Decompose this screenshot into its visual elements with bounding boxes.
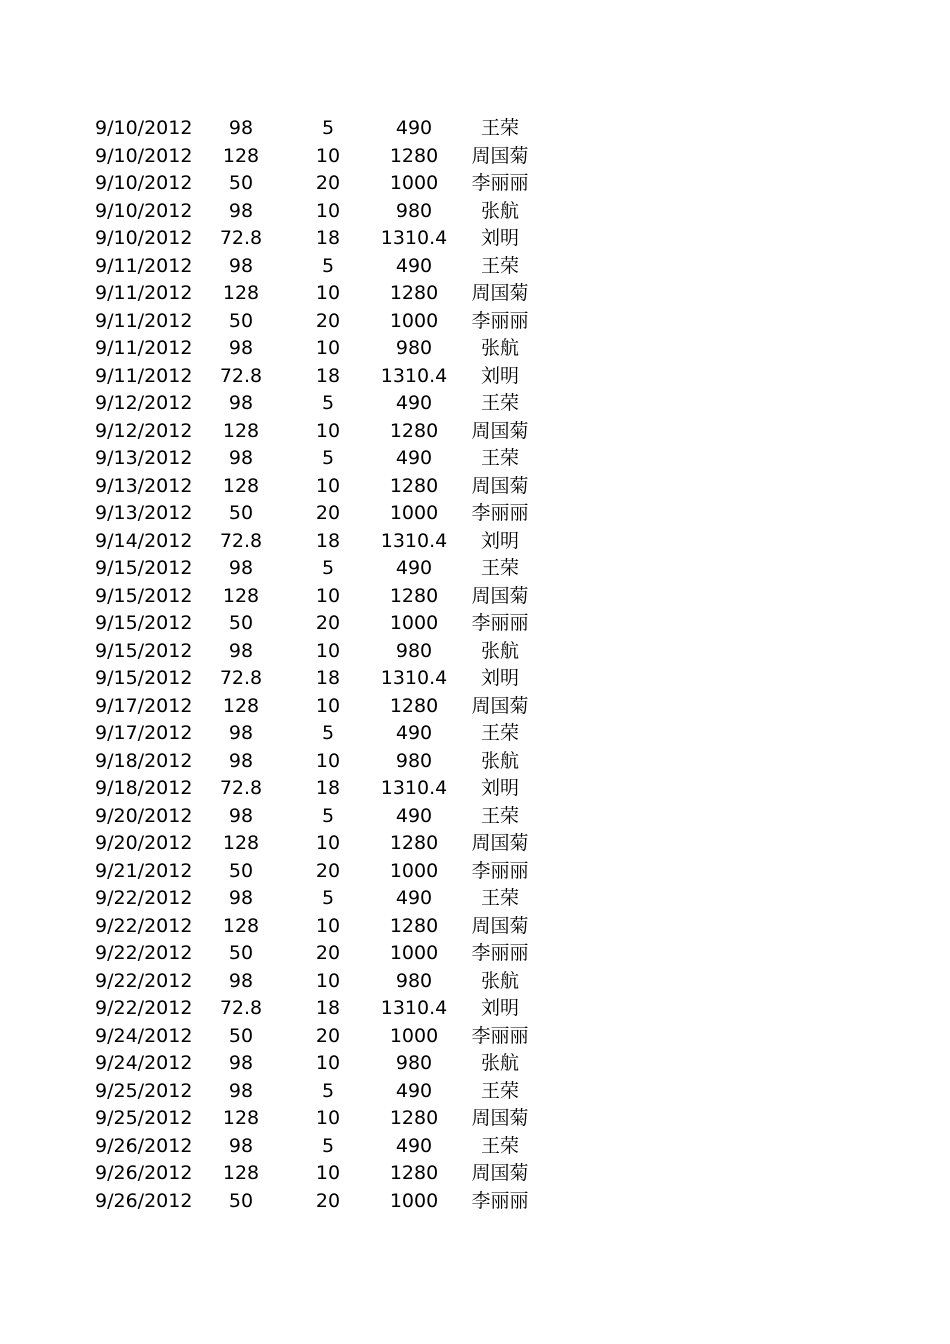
price-cell: 128 bbox=[222, 1107, 260, 1129]
price-cell: 98 bbox=[228, 337, 254, 359]
date-cell: 9/10/2012 bbox=[95, 227, 193, 249]
date-cell: 9/15/2012 bbox=[95, 584, 193, 607]
quantity-cell: 10 bbox=[315, 419, 341, 442]
name-cell: 王荣 bbox=[480, 722, 519, 744]
price-cell: 98 bbox=[228, 639, 254, 662]
name-cell: 周国菊 bbox=[471, 914, 529, 937]
price-cell: 98 bbox=[228, 392, 254, 414]
name-cell: 王荣 bbox=[480, 804, 519, 827]
price-cell: 128 bbox=[222, 914, 260, 937]
total-cell: 980 bbox=[395, 199, 433, 222]
name-cell: 张航 bbox=[480, 199, 519, 222]
date-cell: 9/10/2012 bbox=[95, 144, 193, 167]
total-cell: 490 bbox=[395, 722, 433, 744]
quantity-cell: 10 bbox=[315, 694, 341, 717]
quantity-cell: 10 bbox=[315, 199, 341, 222]
quantity-cell: 5 bbox=[321, 887, 335, 909]
total-cell: 1280 bbox=[389, 282, 439, 304]
total-cell: 980 bbox=[395, 1052, 433, 1074]
total-cell: 1280 bbox=[389, 1107, 439, 1129]
name-cell: 刘明 bbox=[480, 997, 519, 1019]
name-cell: 周国菊 bbox=[471, 419, 529, 442]
table-row bbox=[0, 693, 950, 721]
date-cell: 9/17/2012 bbox=[95, 722, 193, 744]
price-cell: 128 bbox=[222, 694, 260, 717]
name-cell: 李丽丽 bbox=[471, 502, 529, 524]
date-cell: 9/15/2012 bbox=[95, 557, 193, 579]
date-cell: 9/10/2012 bbox=[95, 172, 193, 194]
table-row bbox=[0, 500, 950, 528]
table-row bbox=[0, 940, 950, 968]
date-cell: 9/10/2012 bbox=[95, 117, 193, 139]
name-cell: 李丽丽 bbox=[471, 942, 529, 964]
name-cell: 王荣 bbox=[480, 887, 519, 909]
total-cell: 1000 bbox=[389, 172, 439, 194]
name-cell: 周国菊 bbox=[471, 144, 529, 167]
name-cell: 周国菊 bbox=[471, 282, 529, 304]
name-cell: 王荣 bbox=[480, 1134, 519, 1157]
total-cell: 1280 bbox=[389, 832, 439, 854]
date-cell: 9/24/2012 bbox=[95, 1052, 193, 1074]
quantity-cell: 20 bbox=[315, 942, 341, 964]
quantity-cell: 10 bbox=[315, 144, 341, 167]
date-cell: 9/25/2012 bbox=[95, 1079, 193, 1102]
total-cell: 1280 bbox=[389, 474, 439, 497]
name-cell: 张航 bbox=[480, 1052, 519, 1074]
price-cell: 98 bbox=[228, 749, 254, 772]
date-cell: 9/22/2012 bbox=[95, 887, 193, 909]
price-cell: 50 bbox=[228, 1189, 254, 1212]
table-row bbox=[0, 528, 950, 556]
total-cell: 490 bbox=[395, 447, 433, 469]
price-cell: 72.8 bbox=[219, 364, 263, 387]
price-cell: 72.8 bbox=[219, 529, 263, 552]
total-cell: 1280 bbox=[389, 419, 439, 442]
date-cell: 9/24/2012 bbox=[95, 1024, 193, 1047]
total-cell: 1000 bbox=[389, 859, 439, 882]
total-cell: 980 bbox=[395, 337, 433, 359]
table-row bbox=[0, 803, 950, 831]
table-row bbox=[0, 445, 950, 473]
name-cell: 刘明 bbox=[480, 667, 519, 689]
quantity-cell: 18 bbox=[315, 227, 341, 249]
total-cell: 1310.4 bbox=[380, 997, 448, 1019]
total-cell: 490 bbox=[395, 117, 433, 139]
date-cell: 9/21/2012 bbox=[95, 859, 193, 882]
quantity-cell: 10 bbox=[315, 639, 341, 662]
name-cell: 张航 bbox=[480, 969, 519, 992]
price-cell: 72.8 bbox=[219, 997, 263, 1019]
total-cell: 490 bbox=[395, 1079, 433, 1102]
price-cell: 128 bbox=[222, 1162, 260, 1184]
name-cell: 刘明 bbox=[480, 364, 519, 387]
quantity-cell: 10 bbox=[315, 584, 341, 607]
total-cell: 1310.4 bbox=[380, 227, 448, 249]
price-cell: 98 bbox=[228, 804, 254, 827]
date-cell: 9/22/2012 bbox=[95, 914, 193, 937]
quantity-cell: 5 bbox=[321, 557, 335, 579]
total-cell: 490 bbox=[395, 254, 433, 277]
price-cell: 50 bbox=[228, 172, 254, 194]
price-cell: 98 bbox=[228, 722, 254, 744]
table-row bbox=[0, 418, 950, 446]
quantity-cell: 5 bbox=[321, 722, 335, 744]
table-row bbox=[0, 968, 950, 996]
quantity-cell: 20 bbox=[315, 612, 341, 634]
table-row bbox=[0, 610, 950, 638]
name-cell: 李丽丽 bbox=[471, 172, 529, 194]
table-row bbox=[0, 308, 950, 336]
quantity-cell: 10 bbox=[315, 282, 341, 304]
date-cell: 9/11/2012 bbox=[95, 309, 193, 332]
table-row bbox=[0, 638, 950, 666]
price-cell: 98 bbox=[228, 1134, 254, 1157]
total-cell: 1310.4 bbox=[380, 364, 448, 387]
price-cell: 50 bbox=[228, 612, 254, 634]
date-cell: 9/11/2012 bbox=[95, 282, 193, 304]
table-row bbox=[0, 1078, 950, 1106]
price-cell: 128 bbox=[222, 584, 260, 607]
total-cell: 1000 bbox=[389, 1189, 439, 1212]
quantity-cell: 5 bbox=[321, 1079, 335, 1102]
date-cell: 9/15/2012 bbox=[95, 667, 193, 689]
total-cell: 1280 bbox=[389, 584, 439, 607]
name-cell: 李丽丽 bbox=[471, 1024, 529, 1047]
name-cell: 周国菊 bbox=[471, 1162, 529, 1184]
quantity-cell: 20 bbox=[315, 309, 341, 332]
date-cell: 9/11/2012 bbox=[95, 337, 193, 359]
quantity-cell: 10 bbox=[315, 832, 341, 854]
price-cell: 128 bbox=[222, 144, 260, 167]
date-cell: 9/26/2012 bbox=[95, 1134, 193, 1157]
table-row bbox=[0, 830, 950, 858]
table-row bbox=[0, 1188, 950, 1216]
table-row bbox=[0, 115, 950, 143]
price-cell: 72.8 bbox=[219, 227, 263, 249]
price-cell: 98 bbox=[228, 254, 254, 277]
name-cell: 刘明 bbox=[480, 777, 519, 799]
date-cell: 9/12/2012 bbox=[95, 392, 193, 414]
table-row bbox=[0, 170, 950, 198]
quantity-cell: 5 bbox=[321, 254, 335, 277]
price-cell: 72.8 bbox=[219, 777, 263, 799]
price-cell: 128 bbox=[222, 474, 260, 497]
date-cell: 9/22/2012 bbox=[95, 942, 193, 964]
total-cell: 1000 bbox=[389, 612, 439, 634]
quantity-cell: 18 bbox=[315, 667, 341, 689]
quantity-cell: 10 bbox=[315, 1107, 341, 1129]
table-row bbox=[0, 665, 950, 693]
quantity-cell: 10 bbox=[315, 1162, 341, 1184]
total-cell: 1310.4 bbox=[380, 777, 448, 799]
price-cell: 50 bbox=[228, 859, 254, 882]
name-cell: 张航 bbox=[480, 639, 519, 662]
price-cell: 98 bbox=[228, 447, 254, 469]
quantity-cell: 5 bbox=[321, 447, 335, 469]
date-cell: 9/18/2012 bbox=[95, 777, 193, 799]
total-cell: 1280 bbox=[389, 1162, 439, 1184]
total-cell: 490 bbox=[395, 557, 433, 579]
table-row bbox=[0, 280, 950, 308]
date-cell: 9/20/2012 bbox=[95, 804, 193, 827]
data-table bbox=[0, 115, 950, 1215]
price-cell: 128 bbox=[222, 832, 260, 854]
table-row bbox=[0, 720, 950, 748]
price-cell: 50 bbox=[228, 309, 254, 332]
name-cell: 王荣 bbox=[480, 254, 519, 277]
table-row bbox=[0, 1050, 950, 1078]
date-cell: 9/26/2012 bbox=[95, 1189, 193, 1212]
table-row bbox=[0, 225, 950, 253]
price-cell: 50 bbox=[228, 942, 254, 964]
date-cell: 9/13/2012 bbox=[95, 474, 193, 497]
date-cell: 9/14/2012 bbox=[95, 529, 193, 552]
table-row bbox=[0, 583, 950, 611]
total-cell: 490 bbox=[395, 804, 433, 827]
total-cell: 1310.4 bbox=[380, 667, 448, 689]
name-cell: 周国菊 bbox=[471, 1107, 529, 1129]
table-row bbox=[0, 253, 950, 281]
total-cell: 1000 bbox=[389, 942, 439, 964]
total-cell: 490 bbox=[395, 392, 433, 414]
quantity-cell: 20 bbox=[315, 859, 341, 882]
total-cell: 1000 bbox=[389, 502, 439, 524]
quantity-cell: 5 bbox=[321, 804, 335, 827]
quantity-cell: 20 bbox=[315, 172, 341, 194]
quantity-cell: 10 bbox=[315, 749, 341, 772]
table-row bbox=[0, 885, 950, 913]
name-cell: 王荣 bbox=[480, 117, 519, 139]
quantity-cell: 10 bbox=[315, 1052, 341, 1074]
table-row bbox=[0, 335, 950, 363]
date-cell: 9/20/2012 bbox=[95, 832, 193, 854]
quantity-cell: 18 bbox=[315, 364, 341, 387]
price-cell: 50 bbox=[228, 502, 254, 524]
table-row bbox=[0, 748, 950, 776]
date-cell: 9/26/2012 bbox=[95, 1162, 193, 1184]
quantity-cell: 5 bbox=[321, 117, 335, 139]
table-row bbox=[0, 143, 950, 171]
name-cell: 王荣 bbox=[480, 447, 519, 469]
date-cell: 9/17/2012 bbox=[95, 694, 193, 717]
total-cell: 1310.4 bbox=[380, 529, 448, 552]
quantity-cell: 20 bbox=[315, 1024, 341, 1047]
date-cell: 9/22/2012 bbox=[95, 997, 193, 1019]
table-row bbox=[0, 1160, 950, 1188]
name-cell: 张航 bbox=[480, 749, 519, 772]
table-row bbox=[0, 198, 950, 226]
date-cell: 9/13/2012 bbox=[95, 447, 193, 469]
total-cell: 490 bbox=[395, 887, 433, 909]
quantity-cell: 10 bbox=[315, 337, 341, 359]
price-cell: 98 bbox=[228, 969, 254, 992]
name-cell: 李丽丽 bbox=[471, 309, 529, 332]
name-cell: 李丽丽 bbox=[471, 612, 529, 634]
total-cell: 1000 bbox=[389, 1024, 439, 1047]
name-cell: 周国菊 bbox=[471, 694, 529, 717]
total-cell: 980 bbox=[395, 749, 433, 772]
price-cell: 98 bbox=[228, 199, 254, 222]
quantity-cell: 18 bbox=[315, 997, 341, 1019]
quantity-cell: 5 bbox=[321, 392, 335, 414]
name-cell: 李丽丽 bbox=[471, 859, 529, 882]
table-row bbox=[0, 775, 950, 803]
table-row bbox=[0, 858, 950, 886]
price-cell: 128 bbox=[222, 419, 260, 442]
name-cell: 王荣 bbox=[480, 1079, 519, 1102]
date-cell: 9/18/2012 bbox=[95, 749, 193, 772]
total-cell: 1000 bbox=[389, 309, 439, 332]
table-row bbox=[0, 1023, 950, 1051]
name-cell: 李丽丽 bbox=[471, 1189, 529, 1212]
name-cell: 周国菊 bbox=[471, 474, 529, 497]
date-cell: 9/10/2012 bbox=[95, 199, 193, 222]
date-cell: 9/15/2012 bbox=[95, 639, 193, 662]
quantity-cell: 10 bbox=[315, 474, 341, 497]
quantity-cell: 20 bbox=[315, 502, 341, 524]
date-cell: 9/11/2012 bbox=[95, 254, 193, 277]
name-cell: 王荣 bbox=[480, 392, 519, 414]
name-cell: 张航 bbox=[480, 337, 519, 359]
price-cell: 98 bbox=[228, 117, 254, 139]
price-cell: 72.8 bbox=[219, 667, 263, 689]
date-cell: 9/13/2012 bbox=[95, 502, 193, 524]
name-cell: 刘明 bbox=[480, 529, 519, 552]
table-row bbox=[0, 473, 950, 501]
price-cell: 98 bbox=[228, 1052, 254, 1074]
table-row bbox=[0, 913, 950, 941]
table-row bbox=[0, 995, 950, 1023]
quantity-cell: 5 bbox=[321, 1134, 335, 1157]
price-cell: 98 bbox=[228, 1079, 254, 1102]
name-cell: 刘明 bbox=[480, 227, 519, 249]
name-cell: 周国菊 bbox=[471, 584, 529, 607]
date-cell: 9/15/2012 bbox=[95, 612, 193, 634]
total-cell: 490 bbox=[395, 1134, 433, 1157]
quantity-cell: 10 bbox=[315, 914, 341, 937]
total-cell: 980 bbox=[395, 639, 433, 662]
total-cell: 980 bbox=[395, 969, 433, 992]
total-cell: 1280 bbox=[389, 694, 439, 717]
table-row bbox=[0, 1105, 950, 1133]
quantity-cell: 18 bbox=[315, 529, 341, 552]
price-cell: 50 bbox=[228, 1024, 254, 1047]
total-cell: 1280 bbox=[389, 144, 439, 167]
date-cell: 9/12/2012 bbox=[95, 419, 193, 442]
name-cell: 周国菊 bbox=[471, 832, 529, 854]
date-cell: 9/11/2012 bbox=[95, 364, 193, 387]
price-cell: 128 bbox=[222, 282, 260, 304]
table-row bbox=[0, 555, 950, 583]
name-cell: 王荣 bbox=[480, 557, 519, 579]
quantity-cell: 20 bbox=[315, 1189, 341, 1212]
table-row bbox=[0, 390, 950, 418]
price-cell: 98 bbox=[228, 887, 254, 909]
date-cell: 9/22/2012 bbox=[95, 969, 193, 992]
date-cell: 9/25/2012 bbox=[95, 1107, 193, 1129]
total-cell: 1280 bbox=[389, 914, 439, 937]
quantity-cell: 18 bbox=[315, 777, 341, 799]
table-row bbox=[0, 363, 950, 391]
price-cell: 98 bbox=[228, 557, 254, 579]
table-row bbox=[0, 1133, 950, 1161]
quantity-cell: 10 bbox=[315, 969, 341, 992]
